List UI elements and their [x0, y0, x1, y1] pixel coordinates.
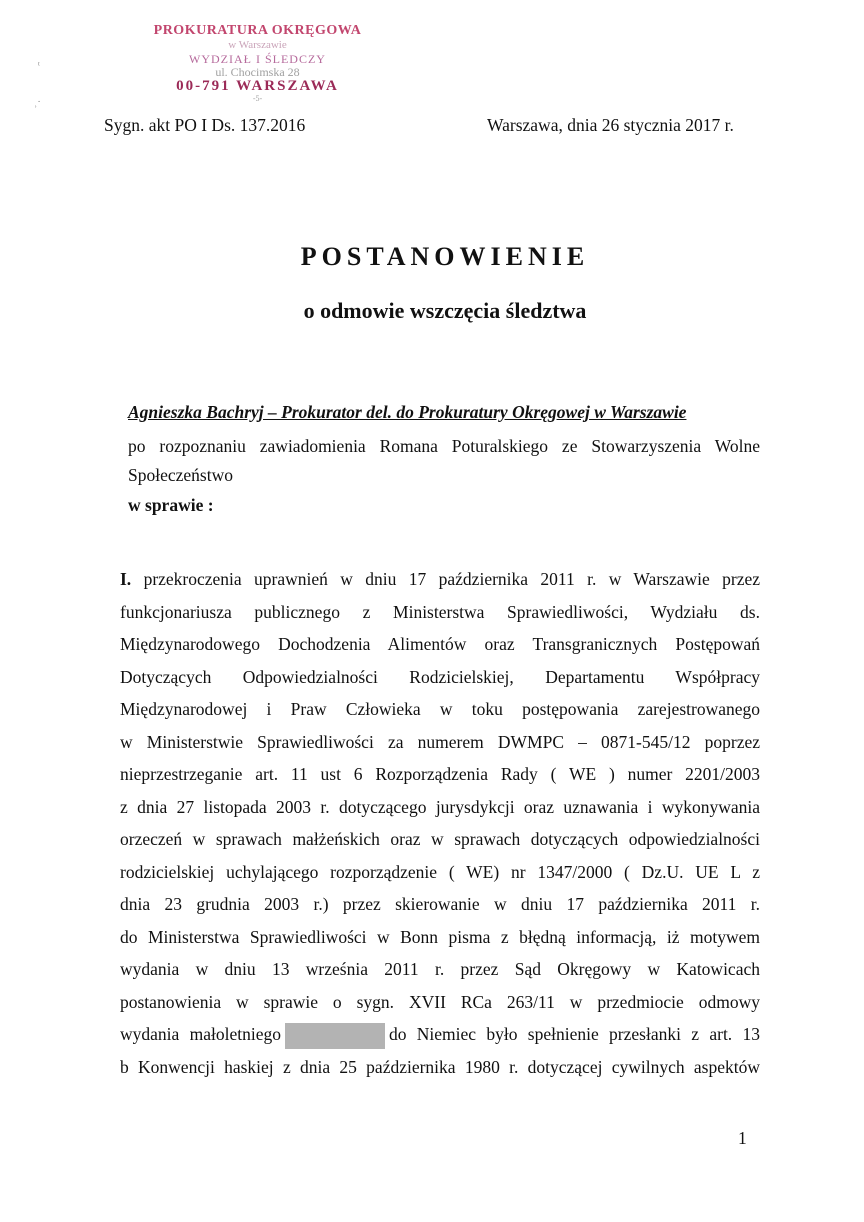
body-line: rodzicielskiej uchylającego rozporządzenie ( WE) nr 1347/2000 ( Dz.U. UE L z [120, 861, 760, 882]
intro-paragraph: po rozpoznaniu zawiadomienia Romana Poturalskiego ze Stowarzyszenia Wolne Społeczeństwo [128, 436, 760, 485]
body-line: do Ministerstwa Sprawiedliwości w Bonn pisma z błędną informacją, iż motywem [120, 926, 760, 947]
body-line: funkcjonariusza publicznego z Ministerstwa Sprawiedliwości, Wydziału ds. [120, 601, 760, 622]
body-line: wydania w dniu 13 września 2011 r. przez Sąd Okręgowy w Katowicach [120, 959, 760, 979]
body-line: z dnia 27 listopada 2003 r. dotyczącego jurysdykcji oraz uznawania i wykonywania [120, 796, 760, 817]
body-line [120, 1018, 760, 1051]
prosecutor-office-stamp [145, 24, 370, 103]
body-line: nieprzestrzeganie art. 11 ust 6 Rozporządzenia Rady ( WE ) numer 2201/2003 [120, 764, 760, 784]
body-line-text: do Niemiec było spełnienie przesłanki z art. 13 [388, 1024, 760, 1044]
stamp-line-office: PROKURATURA OKRĘGOWA [153, 23, 362, 38]
body-line: Dotyczących Odpowiedzialności Rodzicielskiej, Departamentu Współpracy [120, 666, 760, 687]
scan-speck: ˒˙ [34, 100, 41, 111]
body-line-text: wydania małoletniego [120, 1024, 281, 1044]
section-number: I. [120, 569, 132, 589]
prosecutor-name: Agnieszka Bachryj – Prokurator del. do Prokuratury Okręgowej w Warszawie [128, 402, 687, 422]
case-reference: Sygn. akt PO I Ds. 137.2016 [104, 115, 306, 135]
body-line: Międzynarodowej i Praw Człowieka w toku postępowania zarejestrowanego [120, 699, 760, 719]
place-and-date: Warszawa, dnia 26 stycznia 2017 r. [487, 115, 734, 135]
body-line: w Ministerstwie Sprawiedliwości za numerem DWMPC – 0871-545/12 poprzez [120, 731, 760, 752]
redaction-box [285, 1023, 385, 1049]
body-line: dnia 23 grudnia 2003 r.) przez skierowanie w dniu 17 października 2011 r. [120, 894, 760, 914]
stamp-line-city: w Warszawie [228, 39, 287, 51]
body-paragraph [120, 563, 760, 1083]
body-line: orzeczeń w sprawach małżeńskich oraz w sprawach dotyczących odpowiedzialności [120, 829, 760, 849]
body-line [120, 563, 760, 596]
scan-speck: ᵗ [38, 60, 40, 71]
body-line-text: przekroczenia uprawnień w dniu 17 października 2011 r. w Warszawie przez [143, 569, 761, 589]
page-number: 1 [738, 1128, 747, 1148]
in-case-heading: w sprawie : [128, 495, 214, 515]
stamp-line-number: -5- [252, 94, 263, 103]
document-subtitle: o odmowie wszczęcia śledztwa [303, 298, 587, 323]
body-line: Międzynarodowego Dochodzenia Alimentów oraz Transgranicznych Postępowań [120, 634, 760, 654]
document-title: POSTANOWIENIE [300, 242, 590, 271]
stamp-line-department: WYDZIAŁ I ŚLEDCZY [189, 52, 326, 66]
body-line: b Konwencji haskiej z dnia 25 października 1980 r. dotyczącej cywilnych aspektów [120, 1056, 760, 1077]
stamp-line-postcode: 00-791 WARSZAWA [176, 78, 339, 94]
body-line: postanowienia w sprawie o sygn. XVII RCa 263/11 w przedmiocie odmowy [120, 991, 760, 1012]
stamp-line-street: ul. Chocimska 28 [215, 65, 300, 79]
